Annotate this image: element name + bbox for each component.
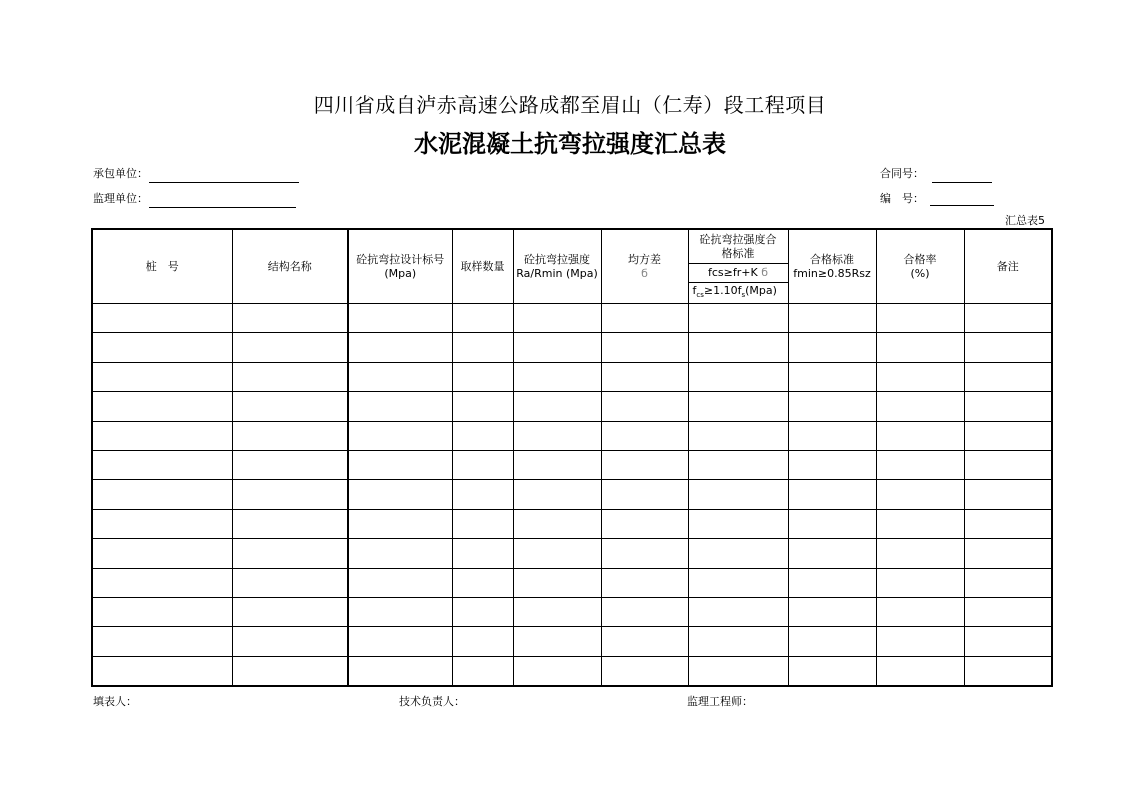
contract-no-label: 合同号：: [880, 167, 924, 180]
table-row: [92, 362, 1052, 391]
table-cell[interactable]: [964, 568, 1052, 597]
table-cell[interactable]: [92, 304, 232, 333]
table-cell[interactable]: [601, 597, 688, 626]
table-cell[interactable]: [348, 597, 452, 626]
col-pass-rate: 合格率 (%): [876, 229, 964, 304]
table-cell[interactable]: [232, 568, 348, 597]
table-cell[interactable]: [688, 421, 788, 450]
table-cell[interactable]: [601, 450, 688, 479]
table-cell[interactable]: [92, 392, 232, 421]
formula-fcs-k: fcs≥fr+K б: [688, 264, 788, 283]
table-cell[interactable]: [348, 362, 452, 391]
table-cell[interactable]: [232, 450, 348, 479]
table-cell[interactable]: [513, 333, 601, 362]
table-row: [92, 568, 1052, 597]
table-cell[interactable]: [601, 627, 688, 656]
table-cell[interactable]: [513, 656, 601, 686]
table-cell[interactable]: [964, 480, 1052, 509]
table-cell[interactable]: [513, 304, 601, 333]
tech-lead-label: 技术负责人：: [399, 695, 465, 708]
contract-no-field[interactable]: [932, 170, 992, 183]
table-cell[interactable]: [964, 392, 1052, 421]
table-cell[interactable]: [876, 627, 964, 656]
table-cell[interactable]: [788, 568, 876, 597]
col-std-dev: 均方差 б: [601, 229, 688, 304]
table-cell[interactable]: [601, 509, 688, 538]
table-row: [92, 450, 1052, 479]
table-cell[interactable]: [348, 333, 452, 362]
serial-no-label: 编 号：: [880, 192, 924, 205]
table-cell[interactable]: [92, 480, 232, 509]
table-cell[interactable]: [601, 480, 688, 509]
table-cell[interactable]: [92, 539, 232, 568]
table-cell[interactable]: [876, 392, 964, 421]
table-cell[interactable]: [452, 597, 513, 626]
table-row: [92, 627, 1052, 656]
table-cell[interactable]: [688, 568, 788, 597]
table-cell[interactable]: [964, 362, 1052, 391]
table-cell[interactable]: [452, 480, 513, 509]
table-row: [92, 597, 1052, 626]
table-cell[interactable]: [513, 421, 601, 450]
table-cell[interactable]: [348, 450, 452, 479]
table-cell[interactable]: [452, 362, 513, 391]
table-cell[interactable]: [452, 392, 513, 421]
table-cell[interactable]: [452, 656, 513, 686]
table-cell[interactable]: [513, 597, 601, 626]
table-row: [92, 421, 1052, 450]
table-cell[interactable]: [788, 304, 876, 333]
col-remarks: 备注: [964, 229, 1052, 304]
table-cell[interactable]: [601, 568, 688, 597]
table-cell[interactable]: [348, 480, 452, 509]
table-cell[interactable]: [876, 421, 964, 450]
table-cell[interactable]: [688, 392, 788, 421]
table-row: [92, 539, 1052, 568]
table-cell[interactable]: [348, 421, 452, 450]
table-cell[interactable]: [232, 597, 348, 626]
table-cell[interactable]: [876, 480, 964, 509]
table-cell[interactable]: [92, 656, 232, 686]
table-cell[interactable]: [688, 480, 788, 509]
table-cell[interactable]: [964, 597, 1052, 626]
table-cell[interactable]: [964, 656, 1052, 686]
table-cell[interactable]: [601, 392, 688, 421]
table-cell[interactable]: [876, 304, 964, 333]
table-cell[interactable]: [788, 450, 876, 479]
table-cell[interactable]: [348, 627, 452, 656]
table-cell[interactable]: [452, 627, 513, 656]
table-cell[interactable]: [348, 656, 452, 686]
table-cell[interactable]: [788, 392, 876, 421]
table-row: [92, 509, 1052, 538]
table-cell[interactable]: [788, 656, 876, 686]
table-cell[interactable]: [788, 539, 876, 568]
table-cell[interactable]: [348, 509, 452, 538]
supervisor-field[interactable]: [149, 195, 296, 208]
table-cell[interactable]: [92, 509, 232, 538]
table-cell[interactable]: [601, 656, 688, 686]
table-cell[interactable]: [513, 450, 601, 479]
table-cell[interactable]: [92, 362, 232, 391]
table-cell[interactable]: [788, 362, 876, 391]
table-cell[interactable]: [788, 333, 876, 362]
table-cell[interactable]: [688, 450, 788, 479]
summary-table: [91, 228, 1053, 687]
table-cell[interactable]: [232, 362, 348, 391]
table-cell[interactable]: [876, 597, 964, 626]
table-cell[interactable]: [513, 568, 601, 597]
table-cell[interactable]: [452, 450, 513, 479]
table-cell[interactable]: [688, 304, 788, 333]
table-cell[interactable]: [92, 568, 232, 597]
table-cell[interactable]: [232, 392, 348, 421]
table-cell[interactable]: [964, 304, 1052, 333]
supervisor-label: 监理单位：: [93, 192, 148, 205]
table-cell[interactable]: [964, 421, 1052, 450]
table-cell[interactable]: [348, 568, 452, 597]
filler-label: 填表人：: [93, 695, 137, 708]
table-cell[interactable]: [601, 421, 688, 450]
table-cell[interactable]: [964, 450, 1052, 479]
table-cell[interactable]: [876, 656, 964, 686]
table-cell[interactable]: [232, 421, 348, 450]
contractor-field[interactable]: [149, 170, 299, 183]
table-cell[interactable]: [964, 333, 1052, 362]
table-cell[interactable]: [92, 421, 232, 450]
table-cell[interactable]: [601, 362, 688, 391]
table-cell[interactable]: [601, 333, 688, 362]
table-cell[interactable]: [688, 509, 788, 538]
col-design-grade: 砼抗弯拉设计标号 (Mpa): [348, 229, 452, 304]
table-cell[interactable]: [452, 539, 513, 568]
table-cell[interactable]: [688, 539, 788, 568]
table-cell[interactable]: [452, 509, 513, 538]
table-cell[interactable]: [601, 304, 688, 333]
table-cell[interactable]: [92, 627, 232, 656]
table-cell[interactable]: [964, 539, 1052, 568]
table-cell[interactable]: [348, 539, 452, 568]
table-cell[interactable]: [232, 304, 348, 333]
col-structure: 结构名称: [232, 229, 348, 304]
table-cell[interactable]: [513, 392, 601, 421]
table-cell[interactable]: [788, 509, 876, 538]
table-cell[interactable]: [876, 333, 964, 362]
supervisor-engineer-label: 监理工程师：: [687, 695, 753, 708]
table-cell[interactable]: [688, 362, 788, 391]
table-row: [92, 656, 1052, 686]
table-cell[interactable]: [232, 539, 348, 568]
table-cell[interactable]: [788, 480, 876, 509]
table-cell[interactable]: [513, 539, 601, 568]
table-cell[interactable]: [601, 539, 688, 568]
table-cell[interactable]: [452, 333, 513, 362]
table-cell[interactable]: [876, 539, 964, 568]
table-cell[interactable]: [452, 568, 513, 597]
project-title: 四川省成自泸赤高速公路成都至眉山（仁寿）段工程项目: [313, 93, 827, 117]
serial-no-field[interactable]: [930, 193, 994, 206]
table-row: [92, 392, 1052, 421]
table-cell[interactable]: [92, 597, 232, 626]
col-pass-criteria: 砼抗弯拉强度合 格标准: [688, 229, 788, 264]
table-cell[interactable]: [513, 627, 601, 656]
table-row: [92, 304, 1052, 333]
table-cell[interactable]: [92, 450, 232, 479]
table-cell[interactable]: [92, 333, 232, 362]
table-cell[interactable]: [876, 568, 964, 597]
table-row: [92, 480, 1052, 509]
formula-fcs-fs: $f_{cs}\ge 1.10f_s(Mpa)$: [688, 283, 788, 304]
table-cell[interactable]: [788, 597, 876, 626]
table-cell[interactable]: [232, 656, 348, 686]
col-standard: 合格标准 fmin≥0.85Rsz: [788, 229, 876, 304]
table-cell[interactable]: [452, 421, 513, 450]
contractor-label: 承包单位：: [93, 167, 148, 180]
table-cell[interactable]: [513, 480, 601, 509]
table-cell[interactable]: [688, 656, 788, 686]
table-cell[interactable]: [513, 362, 601, 391]
table-cell[interactable]: [688, 627, 788, 656]
table-cell[interactable]: [964, 627, 1052, 656]
table-cell[interactable]: [788, 627, 876, 656]
table-cell[interactable]: [452, 304, 513, 333]
table-row: [92, 333, 1052, 362]
table-cell[interactable]: [788, 421, 876, 450]
col-strength: 砼抗弯拉强度 Ra/Rmin (Mpa): [513, 229, 601, 304]
table-cell[interactable]: [876, 362, 964, 391]
table-cell[interactable]: [348, 392, 452, 421]
col-pile: 桩 号: [92, 229, 232, 304]
table-cell[interactable]: [513, 509, 601, 538]
table-cell[interactable]: [348, 304, 452, 333]
table-cell[interactable]: [688, 597, 788, 626]
table-cell[interactable]: [964, 509, 1052, 538]
table-cell[interactable]: [876, 450, 964, 479]
table-cell[interactable]: [876, 509, 964, 538]
table-cell[interactable]: [232, 627, 348, 656]
form-id: 汇总表5: [1005, 214, 1045, 227]
table-cell[interactable]: [688, 333, 788, 362]
table-cell[interactable]: [232, 509, 348, 538]
table-cell[interactable]: [232, 333, 348, 362]
col-samples: 取样数量: [452, 229, 513, 304]
table-cell[interactable]: [232, 480, 348, 509]
form-title: 水泥混凝土抗弯拉强度汇总表: [414, 130, 726, 158]
